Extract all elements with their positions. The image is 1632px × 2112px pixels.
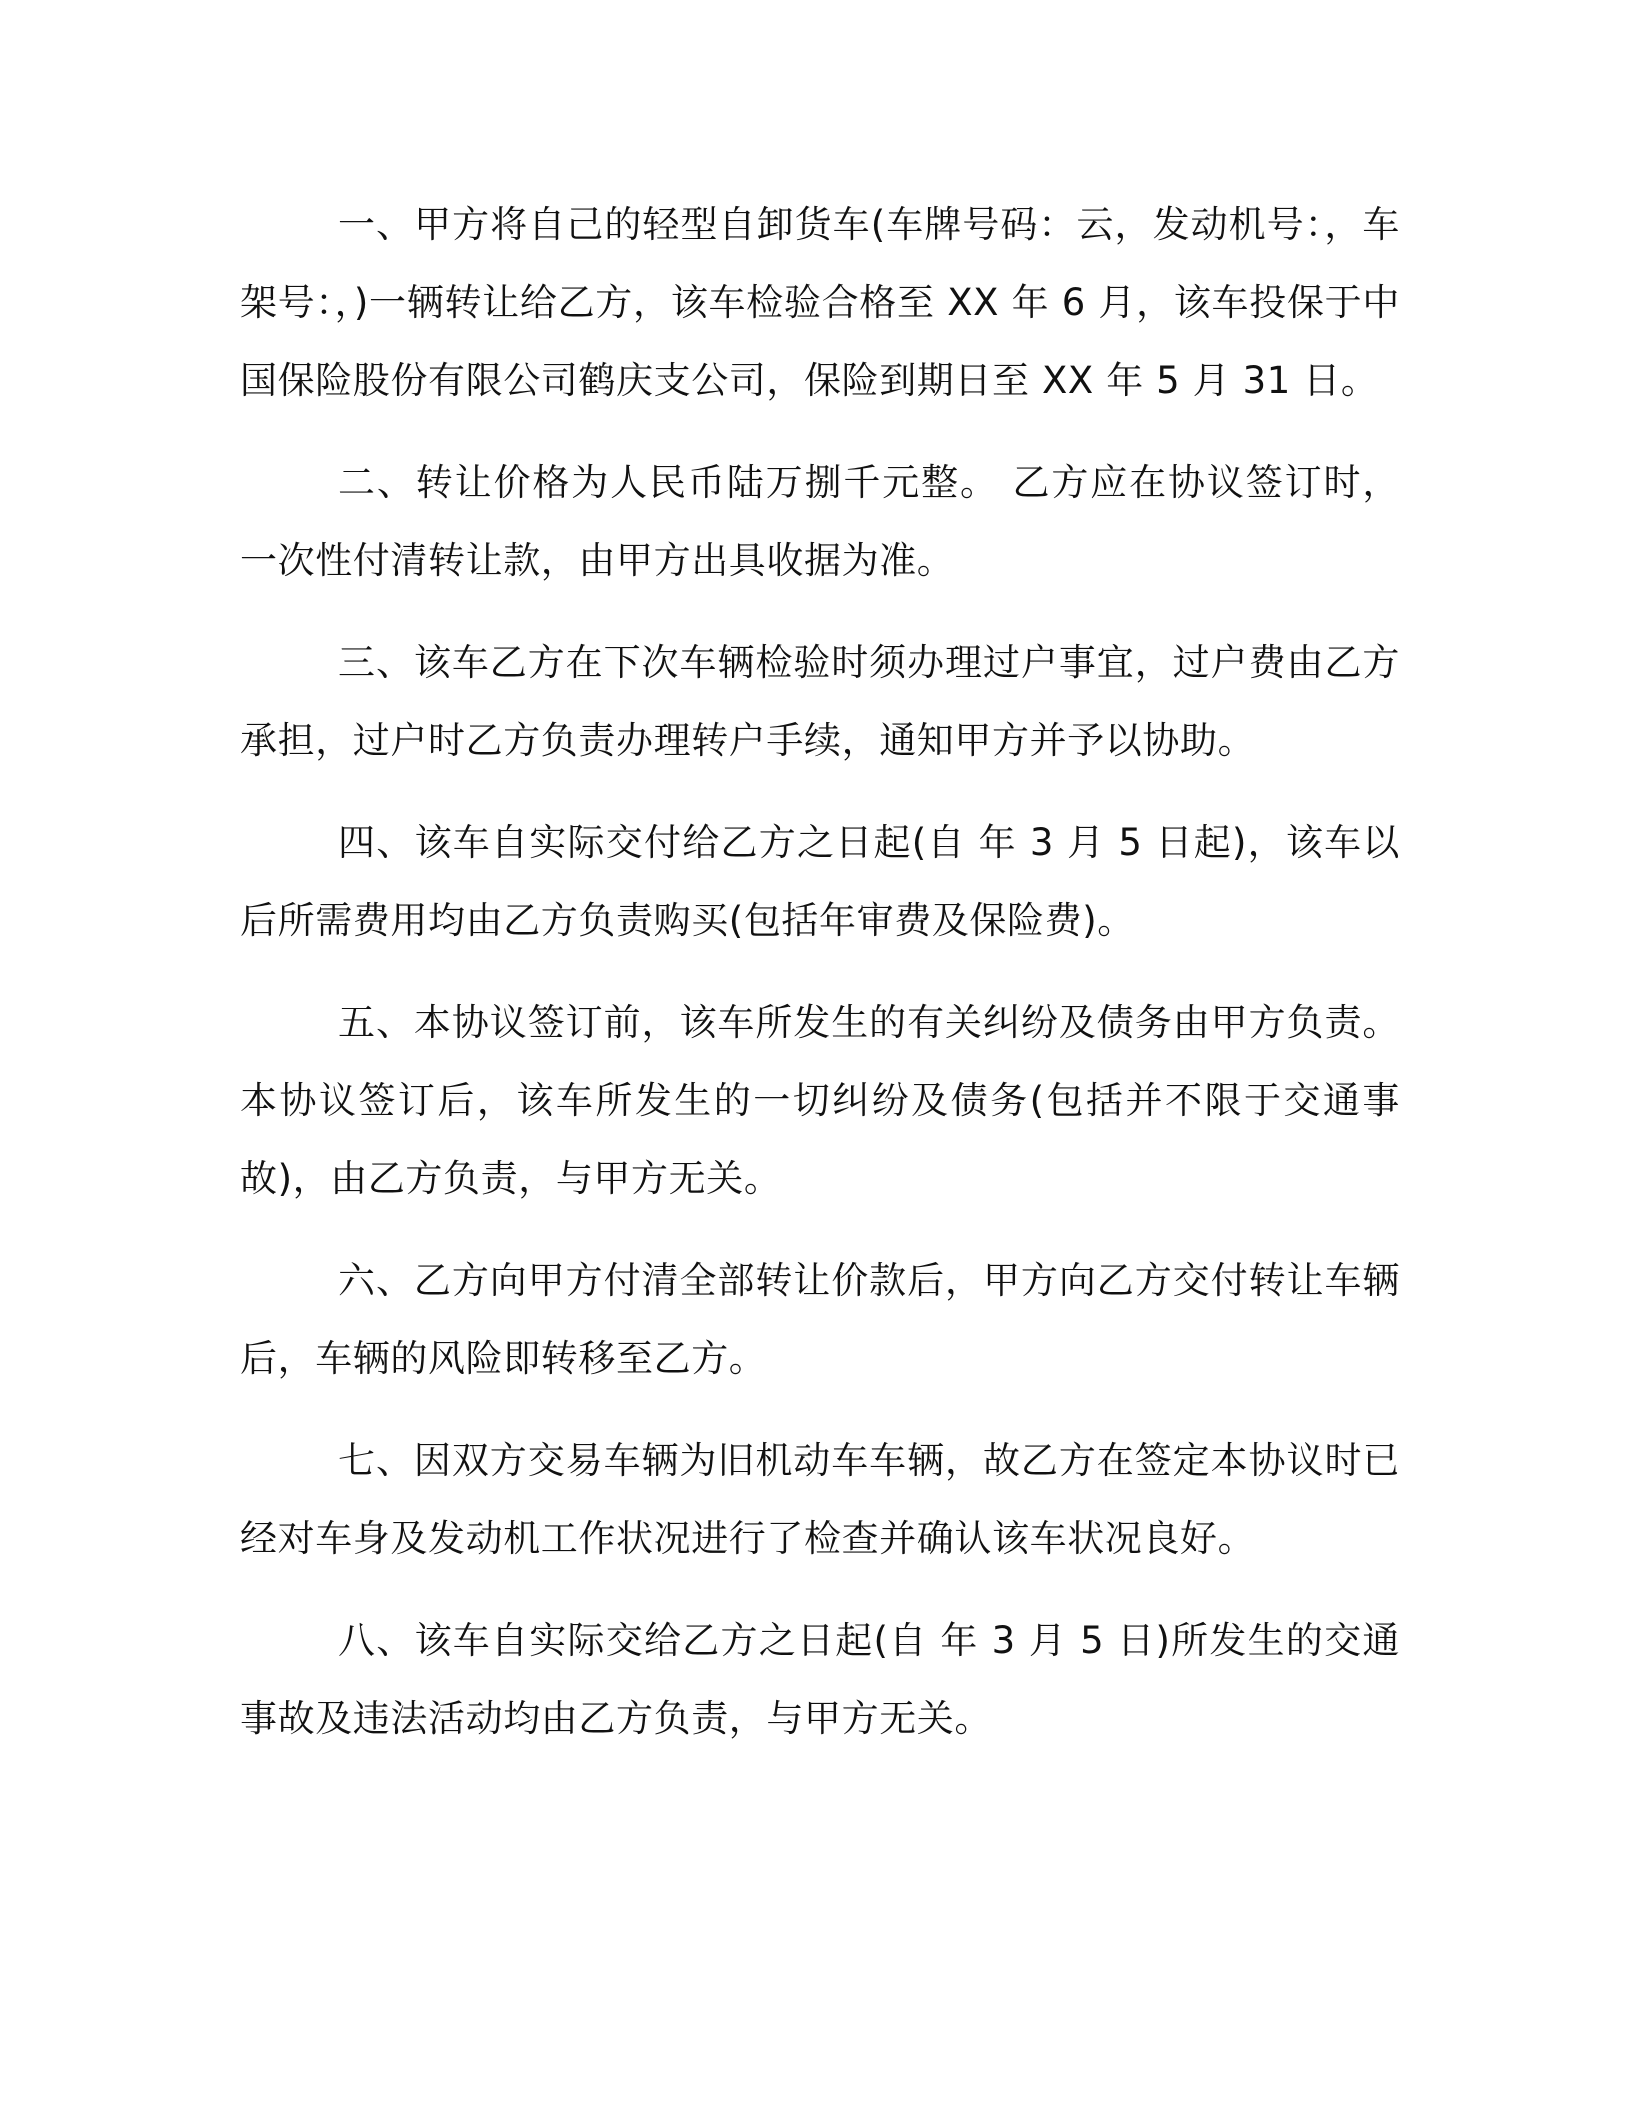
document-page — [240, 186, 1400, 1782]
clause-8: 八、该车自实际交给乙方之日起(自 年 3 月 5 日)所发生的交通事故及违法活动均由乙方负责，与甲方无关。 — [240, 1619, 1400, 1740]
clause-6: 六、乙方向甲方付清全部转让价款后，甲方向乙方交付转让车辆后，车辆的风险即转移至乙方。 — [240, 1259, 1400, 1380]
clause-4: 四、该车自实际交付给乙方之日起(自 年 3 月 5 日起)，该车以后所需费用均由乙方负责购买(包括年审费及保险费)。 — [240, 821, 1400, 942]
clause-1: 一、甲方将自己的轻型自卸货车(车牌号码：云，发动机号：，车架号：，)一辆转让给乙方，该车检验合格至 XX 年 6 月，该车投保于中国保险股份有限公司鹤庆支公司，保险到期日至 XX 年 5 月 31 日。 — [240, 203, 1400, 402]
clause-2: 二、转让价格为人民币陆万捌千元整。 乙方应在协议签订时，一次性付清转让款，由甲方出具收据为准。 — [240, 461, 1400, 582]
clause-5: 五、本协议签订前，该车所发生的有关纠纷及债务由甲方负责。本协议签订后，该车所发生的一切纠纷及债务(包括并不限于交通事故)，由乙方负责，与甲方无关。 — [240, 1001, 1400, 1200]
clause-3: 三、该车乙方在下次车辆检验时须办理过户事宜，过户费由乙方承担，过户时乙方负责办理转户手续，通知甲方并予以协助。 — [240, 641, 1400, 762]
clause-7: 七、因双方交易车辆为旧机动车车辆，故乙方在签定本协议时已经对车身及发动机工作状况进行了检查并确认该车状况良好。 — [240, 1439, 1400, 1560]
